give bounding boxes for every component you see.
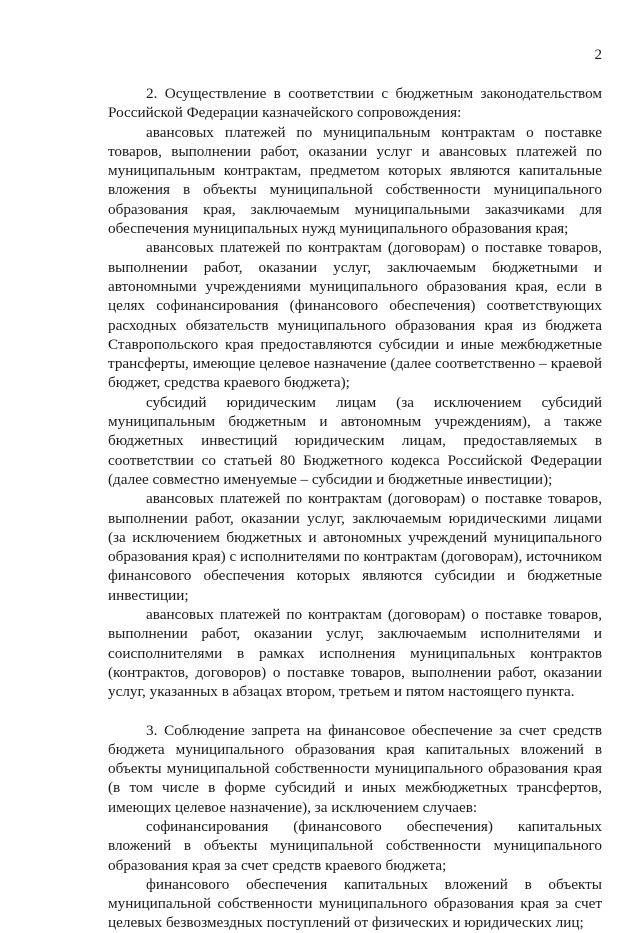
paragraph-advance-municipal-contracts: авансовых платежей по муниципальным контрактам о поставке товаров, выполнении работ, оказании услуг и авансовых платежей по муниципальным контрактам, предметом которых являются капитальные вложения в объекты муниципальной собственности муниципального образования края, заключаемым муниципальными заказчиками для обеспечения муниципальных нужд муниципального образования края; bbox=[108, 123, 602, 238]
paragraph-item-2-heading: 2. Осуществление в соответствии с бюджетным законодательством Российской Федерации казначейского сопровождения: bbox=[108, 85, 602, 122]
paragraph-gratuitous-receipts: финансового обеспечения капитальных вложений в объекты муниципальной собственности муниципального образования края за счет целевых безвозмездных поступлений от физических и юридических лиц; bbox=[108, 875, 602, 932]
document-body bbox=[108, 84, 602, 933]
paragraph-advance-legal-entity-contracts: авансовых платежей по контрактам (договорам) о поставке товаров, выполнении работ, оказании услуг, заключаемым юридическими лицами (за исключением бюджетных и автономных учреждений муниципального образования края) с исполнителями по контрактам (договорам), источником финансового обеспечения которых являются субсидии и бюджетные инвестиции; bbox=[108, 490, 602, 604]
page-number: 2 bbox=[594, 47, 602, 63]
paragraph-cofinancing: софинансирования (финансового обеспечения) капитальных вложений в объекты муниципальной собственности муниципального образования края за счет средств краевого бюджета; bbox=[108, 817, 602, 874]
paragraph-item-3-heading: 3. Соблюдение запрета на финансовое обеспечение за счет средств бюджета муниципального образования края капитальных вложений в объекты муниципальной собственности муниципального образования края (в том числе в форме субсидий и иных межбюджетных трансфертов, имеющих целевое назначение), за исключением случаев: bbox=[108, 721, 602, 816]
paragraph-subsidies-legal-entities: субсидий юридическим лицам (за исключением субсидий муниципальным бюджетным и автономным учреждениям), а также бюджетных инвестиций юридическим лицам, предоставляемых в соответствии со статьей 80 Бюджетного кодекса Российской Федерации (далее совместно именуемые – субсидии и бюджетные инвестиции); bbox=[108, 393, 602, 488]
paragraph-advance-contractors: авансовых платежей по контрактам (договорам) о поставке товаров, выполнении работ, оказании услуг, заключаемым исполнителями и соисполнителями в рамках исполнения муниципальных контрактов (контрактов, договоров) о поставке товаров, выполнении работ, оказании услуг, указанных в абзацах втором, третьем и пятом настоящего пункта. bbox=[108, 606, 602, 701]
paragraph-advance-institution-contracts: авансовых платежей по контрактам (договорам) о поставке товаров, выполнении работ, оказании услуг, заключаемым бюджетными и автономными учреждениями муниципального образования края, если в целях софинансирования (финансового обеспечения) соответствующих расходных обязательств муниципального образования края из бюджета Ставропольского края предоставляются субсидии и иные межбюджетные трансферты, имеющие целевое назначение (далее соответственно – краевой бюджет, средства краевого бюджета); bbox=[108, 239, 602, 392]
